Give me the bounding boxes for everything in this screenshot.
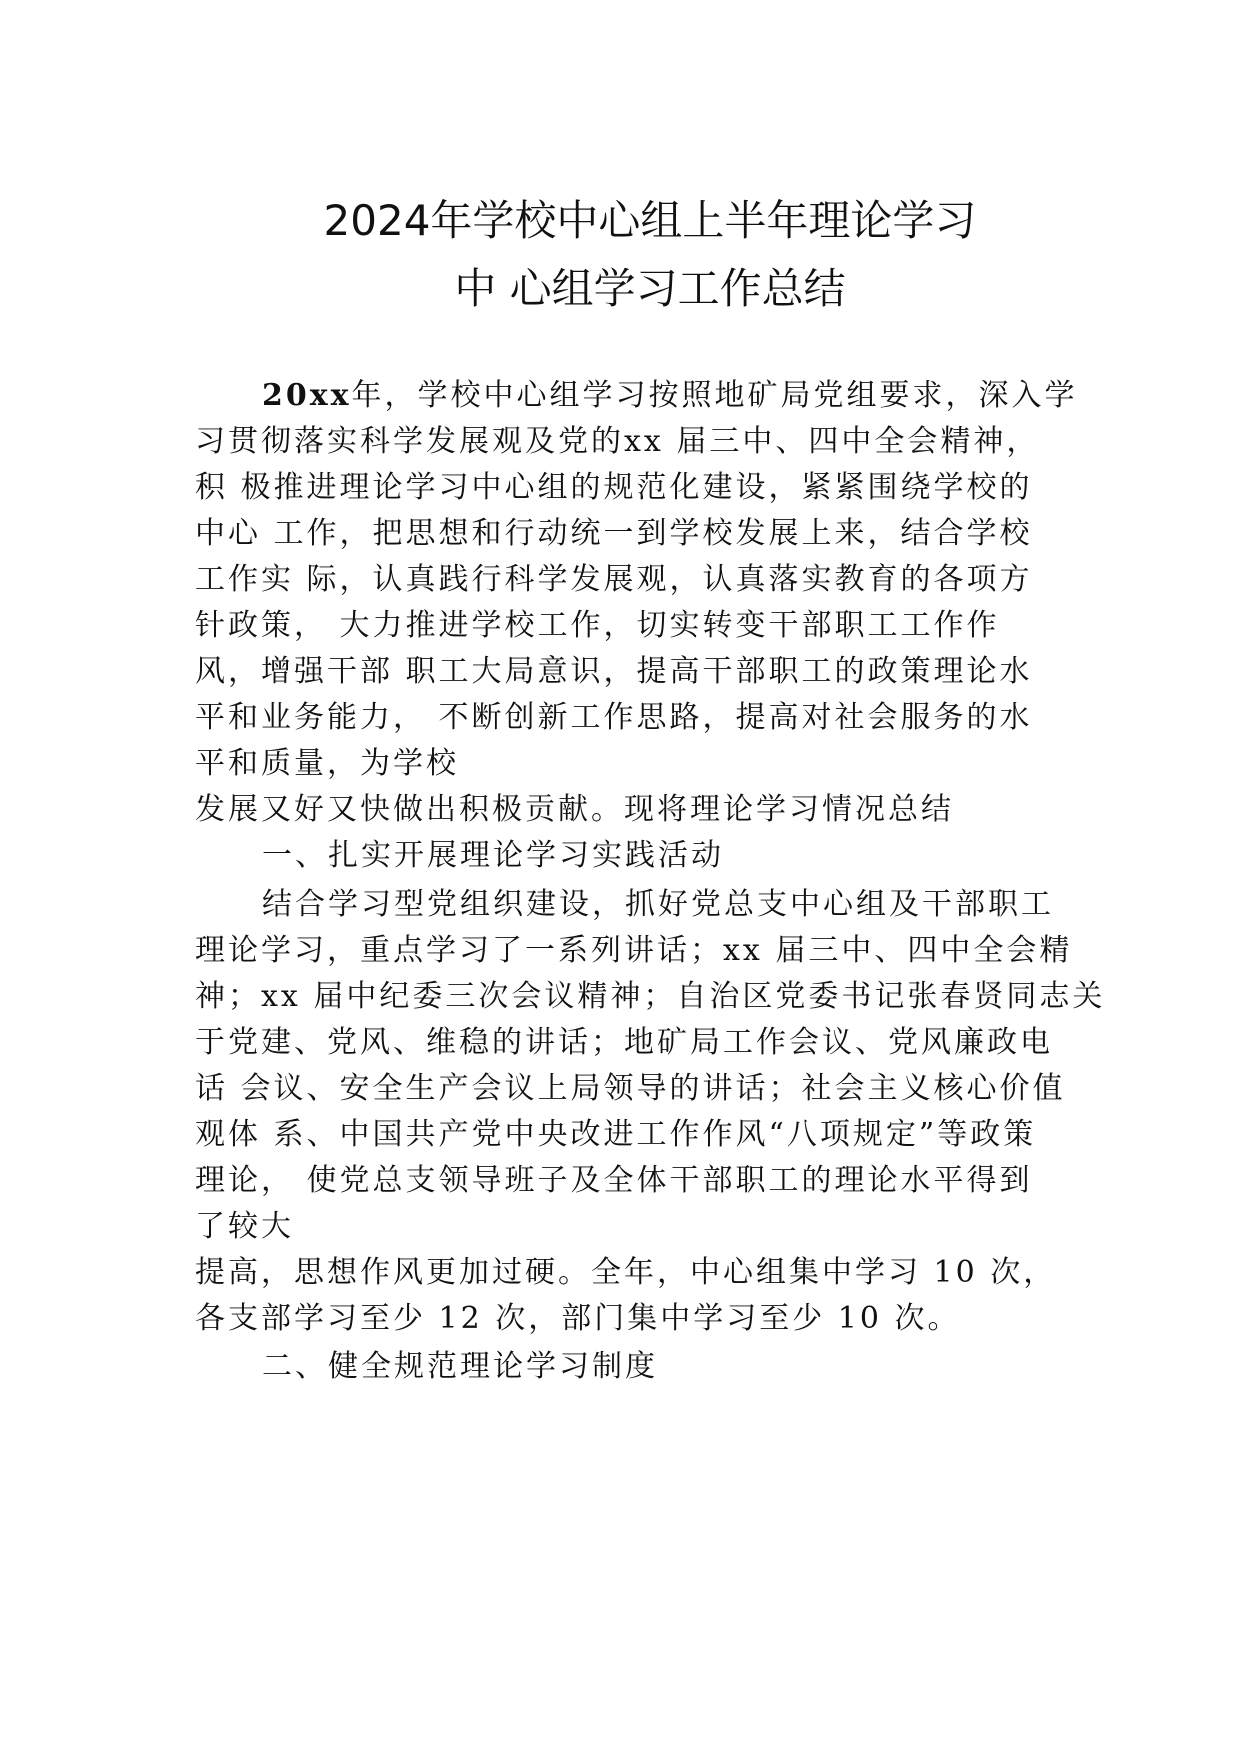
document-title-line-1: 2024年学校中心组上半年理论学习: [323, 196, 977, 245]
paragraph-2-line-7: 理论， 使党总支领导班子及全体干部职工的理论水平得到: [195, 1163, 1033, 1198]
section-heading-1: 一、扎实开展理论学习实践活动: [262, 838, 724, 873]
paragraph-1-line-4: 中心 工作，把思想和行动统一到学校发展上来，结合学校: [195, 516, 1033, 551]
paragraph-2-line-3: 神；xx 届中纪委三次会议精神；自治区党委书记张春贤同志关: [195, 979, 1106, 1014]
paragraph-1-line-3: 积 极推进理论学习中心组的规范化建设，紧紧围绕学校的: [195, 470, 1033, 505]
paragraph-2-line-10: 各支部学习至少 12 次，部门集中学习至少 10 次。: [195, 1301, 961, 1336]
paragraph-1-line-10: 发展又好又快做出积极贡献。现将理论学习情况总结: [195, 792, 954, 827]
paragraph-1-line-2: 习贯彻落实科学发展观及党的xx 届三中、四中全会精神，: [195, 424, 1040, 459]
paragraph-1-line-5: 工作实 际，认真践行科学发展观，认真落实教育的各项方: [195, 562, 1033, 597]
paragraph-2-line-9: 提高，思想作风更加过硬。全年，中心组集中学习 10 次，: [195, 1255, 1057, 1290]
paragraph-2-line-4: 于党建、党风、维稳的讲话；地矿局工作会议、党风廉政电: [195, 1025, 1053, 1060]
paragraph-2-line-2: 理论学习，重点学习了一系列讲话；xx 届三中、四中全会精: [195, 933, 1073, 968]
paragraph-1-line-8: 平和业务能力， 不断创新工作思路，提高对社会服务的水: [195, 700, 1033, 735]
paragraph-1-line-1-text: 年，学校中心组学习按照地矿局党组要求，深入学: [351, 378, 1078, 413]
paragraph-1-line-7: 风，增强干部 职工大局意识，提高干部职工的政策理论水: [195, 654, 1033, 689]
paragraph-2-line-8: 了较大: [195, 1209, 294, 1244]
section-heading-2: 二、健全规范理论学习制度: [262, 1349, 658, 1384]
paragraph-1-lead-year: 20xx: [262, 378, 352, 413]
paragraph-1-line-1: [262, 370, 1078, 414]
paragraph-1-line-6: 针政策， 大力推进学校工作，切实转变干部职工工作作: [195, 608, 1000, 643]
paragraph-2-line-5: 话 会议、安全生产会议上局领导的讲话；社会主义核心价值: [195, 1071, 1066, 1106]
paragraph-1-line-9: 平和质量，为学校: [195, 746, 459, 781]
paragraph-2-line-1: 结合学习型党组织建设，抓好党总支中心组及干部职工: [262, 887, 1054, 922]
document-title-line-2: 中 心组学习工作总结: [454, 264, 846, 313]
paragraph-2-line-6: 观体 系、中国共产党中央改进工作作风“八项规定”等政策: [195, 1117, 1037, 1152]
